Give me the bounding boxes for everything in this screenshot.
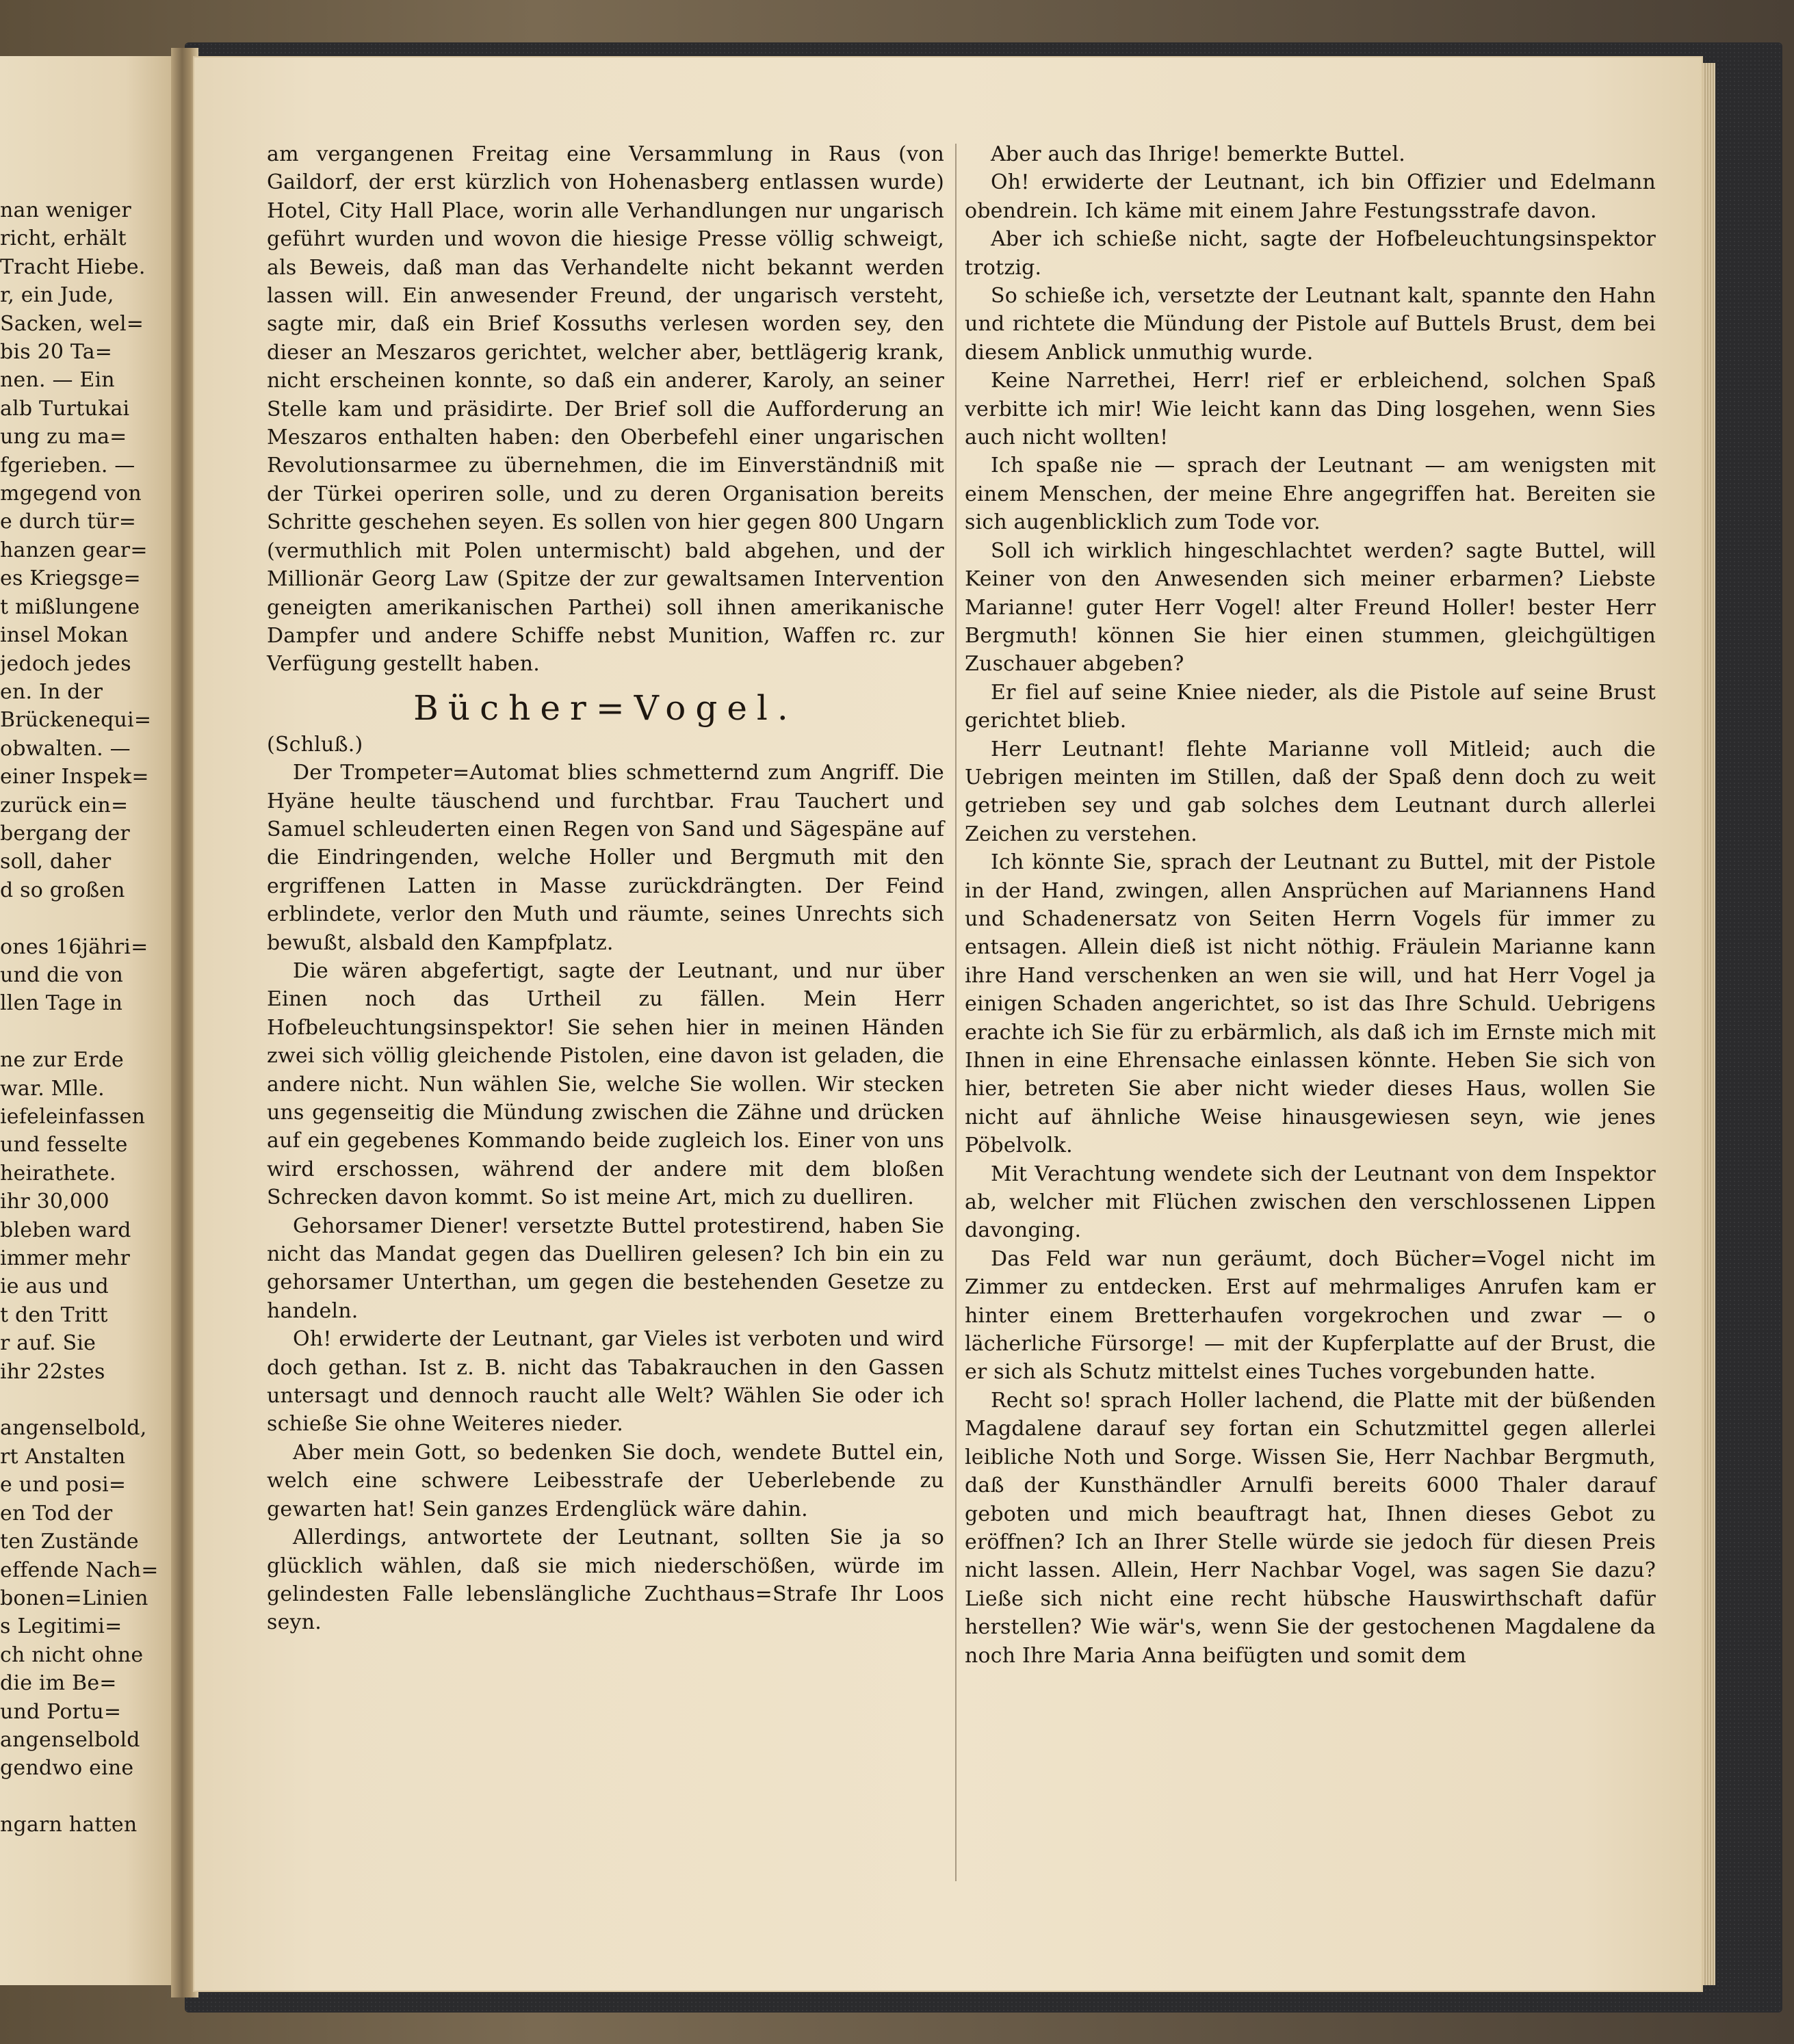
left-fragment-line: ones 16jähri= (0, 934, 148, 959)
story-paragraph: Soll ich wirklich hingeschlachtet werden? sagte Buttel, will Keiner von den Anwesenden sich meiner erbarmen? Liebste Marianne! guter Herr Vogel! alter Freund Holler! bester Herr Bergmuth! können Sie hier einen stummen, gleichgültigen Zuschauer abgeben? (965, 538, 1656, 677)
left-fragment-line: jedoch jedes (0, 651, 131, 676)
left-fragment-line: en Tod der (0, 1501, 113, 1525)
left-fragment-line: d so großen (0, 878, 125, 902)
story-paragraph: Der Trompeter=Automat blies schmetternd zum Angriff. Die Hyäne heulte täuschend und furchtbar. Frau Tauchert und Samuel schleuderten einen Regen von Sand und Sägespäne auf die Eindringenden, welche Holler und Bergmuth mit den ergriffenen Latten in Masse zurückdrängten. Der Feind erblindete, verlor den Muth und räumte, seines Unrechts sich bewußt, alsbald den Kampfplatz. (267, 761, 944, 955)
left-fragment-line: ung zu ma= (0, 425, 127, 449)
left-fragment-line: e und posi= (0, 1473, 127, 1497)
left-fragment-line: ch nicht ohne (0, 1642, 144, 1667)
left-fragment-line: ne zur Erde (0, 1048, 125, 1073)
story-paragraph: Aber ich schieße nicht, sagte der Hofbeleuchtungsinspektor trotzig. (965, 227, 1656, 280)
left-fragment-line: hanzen gear= (0, 538, 148, 562)
left-fragment-line: war. Mlle. (0, 1076, 105, 1101)
story-paragraph: Herr Leutnant! flehte Marianne voll Mitleid; auch die Uebrigen meinten im Stillen, daß der Spaß denn doch zu weit getrieben sey und gab solches dem Leutnant durch allerlei Zeichen zu verstehen. (965, 737, 1656, 846)
story-subtitle: (Schluß.) (267, 732, 363, 757)
story-paragraph: Recht so! sprach Holler lachend, die Platte mit der büßenden Magdalene darauf sey fortan ein Schutzmittel gegen allerlei leibliche Noth und Sorge. Wissen Sie, Herr Nachbar Bergmuth, daß der Kunsthändler Arnulfi bereits 6000 Thaler darauf geboten und mich beauftragt hat, Ihnen dieses Gebot zu eröffnen? Ich an Ihrer Stelle würde sie jedoch für diesen Preis nicht lassen. Allein, Herr Nachbar Vogel, was sagen Sie dazu? Ließe sich nicht eine recht hübsche Hauswirthschaft dafür herstellen? Wie wär's, wenn Sie der gestochenen Magdalene da noch Ihre Maria Anna beifügten und somit dem (965, 1388, 1656, 1668)
left-fragment-line: und die von (0, 962, 124, 987)
story-paragraph: Das Feld war nun geräumt, doch Bücher=Vogel nicht im Zimmer zu entdecken. Erst auf mehrmaliges Anrufen kam er hinter einem Bretterhaufen vorgekrochen und zwar — o lächerliche Fürsorge! — mit der Kupferplatte auf der Brust, die er sich als Schutz mittelst eines Tuches vorgebunden hatte. (965, 1246, 1656, 1385)
left-fragment-line: r, ein Jude, (0, 283, 114, 308)
left-fragment-line: ihr 22stes (0, 1359, 105, 1384)
story-paragraph: Ich spaße nie — sprach der Leutnant — am wenigsten mit einem Menschen, der meine Ehre angegriffen hat. Bereiten sie sich augenblicklich zum Tode vor. (965, 454, 1656, 535)
left-fragment-line: bonen=Linien (0, 1586, 148, 1610)
story-paragraph: Keine Narrethei, Herr! rief er erbleichend, solchen Spaß verbitte ich mir! Wie leicht kann das Ding losgehen, wenn Sies auch nicht wollten! (965, 369, 1656, 450)
left-fragment-line: Sacken, wel= (0, 311, 144, 336)
left-fragment-line: t den Tritt (0, 1302, 108, 1327)
left-fragment-line: en. In der (0, 679, 103, 704)
left-fragment-line: bleben ward (0, 1218, 131, 1242)
left-page (0, 56, 179, 1985)
left-fragment-line: ie aus und (0, 1274, 109, 1299)
story-paragraph: Gehorsamer Diener! versetzte Buttel protestirend, haben Sie nicht das Mandat gegen das Duelliren gelesen? Ich bin ein zu gehorsamer Unterthan, um gegen die bestehenden Gesetze zu handeln. (267, 1214, 944, 1323)
story-paragraph: Die wären abgefertigt, sagte der Leutnant, und nur über Einen noch das Urtheil zu fällen. Mein Herr Hofbeleuchtungsinspektor! Sie sehen hier in meinen Händen zwei sich völlig gleichende Pistolen, eine davon ist geladen, die andere nicht. Nun wählen Sie, welche Sie wollen. Wir stecken uns gegenseitig die Mündung zwischen die Zähne und drücken auf ein gegebenes Kommando beide zugleich los. Einer von uns wird erschossen, während der andere mit dem bloßen Schrecken davon kommt. So ist meine Art, mich zu duelliren. (267, 958, 944, 1210)
story-paragraph: Allerdings, antwortete der Leutnant, sollten Sie ja so glücklich wählen, daß sie mich niederschößen, würde im gelindesten Falle lebenslängliche Zuchthaus=Strafe Ihr Loos seyn. (267, 1525, 944, 1635)
left-fragment-line: und fesselte (0, 1133, 128, 1157)
left-fragment-line: angenselbold, (0, 1416, 147, 1441)
column-1 (267, 140, 944, 1637)
left-fragment-line: die im Be= (0, 1671, 117, 1696)
story-paragraph: Aber mein Gott, so bedenken Sie doch, wendete Buttel ein, welch eine schwere Leibesstrafe der Ueberlebende zu gewarten hat! Sein ganzes Erdenglück wäre dahin. (267, 1440, 944, 1521)
left-fragment-line: obwalten. — (0, 736, 131, 761)
left-fragment-line: e durch tür= (0, 510, 137, 534)
left-fragment-line: effende Nach= (0, 1558, 159, 1582)
left-fragment-line (0, 904, 174, 932)
story-paragraph: Aber auch das Ihrige! bemerkte Buttel. (991, 142, 1406, 166)
left-fragment-line: s Legitimi= (0, 1614, 122, 1639)
left-fragment-line: bergang der (0, 821, 130, 846)
left-fragment-line: soll, daher (0, 850, 112, 874)
left-fragment-line: fgerieben. — (0, 453, 135, 477)
left-fragment-line: gendwo eine (0, 1756, 134, 1781)
left-fragment-line: ihr 30,000 (0, 1190, 109, 1214)
left-fragment-line: alb Turtukai (0, 396, 130, 421)
left-fragment-line: nan weniger (0, 198, 131, 222)
left-page-text-fragment (0, 196, 174, 1839)
column-divider (955, 144, 957, 1881)
left-fragment-line: einer Inspek= (0, 765, 149, 789)
left-fragment-line: und Portu= (0, 1699, 122, 1724)
left-fragment-line: nen. — Ein (0, 368, 115, 393)
left-fragment-line: Tracht Hiebe. (0, 254, 146, 279)
news-paragraph: am vergangenen Freitag eine Versammlung in Raus (von Gaildorf, der erst kürzlich von Hohenasberg entlassen wurde) Hotel, City Hall Place, worin alle Verhandlungen nur ungarisch geführt wurden und wovon die hiesige Presse völlig schweigt, als Beweis, daß man das Verhandelte nicht bekannt werden lassen will. Ein anwesender Freund, der ungarisch versteht, sagte mir, daß ein Brief Kossuths verlesen worden sey, den dieser an Meszaros gerichtet, welcher aber, bettlägerig krank, nicht erscheinen konnte, so daß ein anderer, Karoly, an seiner Stelle kam und präsidirte. Der Brief soll die Aufforderung an Meszaros enthalten haben: den Oberbefehl einer ungarischen Revolutionsarmee zu übernehmen, die im Einverständniß mit der Türkei operiren solle, und zu deren Organisation bereits Schritte geschehen seyen. Es sollen von hier gegen 800 Ungarn (vermuthlich mit Polen untermischt) bald abgehen, und der Millionär Georg Law (Spitze der zur gewaltsamen Intervention geneigten amerikanischen Parthei) soll ihnen amerikanische Dampfer und andere Schiffe nebst Munition, Waffen rc. zur Verfügung gestellt haben. (267, 142, 944, 677)
left-fragment-line: richt, erhält (0, 226, 127, 251)
story-paragraph: Er fiel auf seine Kniee nieder, als die Pistole auf seine Brust gerichtet blieb. (965, 680, 1656, 733)
left-fragment-line: immer mehr (0, 1246, 130, 1271)
left-fragment-line (0, 1018, 174, 1046)
left-fragment-line: ten Zustände (0, 1530, 139, 1554)
story-paragraph: So schieße ich, versetzte der Leutnant kalt, spannte den Hahn und richtete die Mündung der Pistole auf Buttels Brust, dem bei diesem Anblick unmuthig wurde. (965, 284, 1656, 365)
left-fragment-line (0, 1783, 174, 1811)
story-paragraph: Oh! erwiderte der Leutnant, ich bin Offizier und Edelmann obendrein. Ich käme mit einem Jahre Festungsstrafe davon. (965, 170, 1656, 223)
left-fragment-line (0, 1386, 174, 1414)
left-fragment-line: ngarn hatten (0, 1813, 138, 1837)
left-fragment-line: angenselbold (0, 1727, 140, 1752)
left-fragment-line: insel Mokan (0, 623, 129, 648)
left-fragment-line: heirathete. (0, 1161, 116, 1185)
story-paragraph: Ich könnte Sie, sprach der Leutnant zu Buttel, mit der Pistole in der Hand, zwingen, allen Ansprüchen auf Mariannens Hand und Schadenersatz von Seiten Herrn Vogels für immer zu entsagen. Allein dieß ist nicht nöthig. Fräulein Marianne kann ihre Hand verschenken an wen sie will, und hat Herr Vogel ja einigen Schaden angerichtet, so ist das Ihre Schuld. Uebrigens erachte ich Sie für zu erbärmlich, als daß ich im Ernste mich mit Ihnen in eine Ehrensache einlassen könnte. Heben Sie sich von hier, betreten Sie aber nicht wieder dieses Haus, wollen Sie nicht auf ähnliche Weise hinausgewiesen seyn, wie jenes Pöbelvolk. (965, 850, 1656, 1158)
left-fragment-line: es Kriegsge= (0, 566, 141, 591)
story-paragraph: Oh! erwiderte der Leutnant, gar Vieles ist verboten und wird doch gethan. Ist z. B. nicht das Tabakrauchen in den Gassen untersagt und dennoch raucht alle Welt? Wählen Sie oder ich schieße Sie ohne Weiteres nieder. (267, 1327, 944, 1437)
left-fragment-line: t mißlungene (0, 594, 140, 619)
left-fragment-line: zurück ein= (0, 793, 129, 817)
left-fragment-line: iefeleinfassen (0, 1105, 146, 1129)
column-2 (965, 140, 1656, 1670)
left-fragment-line: mgegend von (0, 482, 142, 506)
left-fragment-line: bis 20 Ta= (0, 340, 113, 365)
left-fragment-line: r auf. Sie (0, 1331, 96, 1356)
left-fragment-line: Brückenequi= (0, 708, 152, 733)
story-paragraph: Mit Verachtung wendete sich der Leutnant von dem Inspektor ab, welcher mit Flüchen zwischen den verschlossenen Lippen davonging. (965, 1162, 1656, 1243)
page-edges (1703, 63, 1715, 1985)
left-fragment-line: rt Anstalten (0, 1444, 126, 1469)
left-fragment-line: llen Tage in (0, 991, 123, 1016)
story-title: Bücher=Vogel. (413, 687, 798, 728)
